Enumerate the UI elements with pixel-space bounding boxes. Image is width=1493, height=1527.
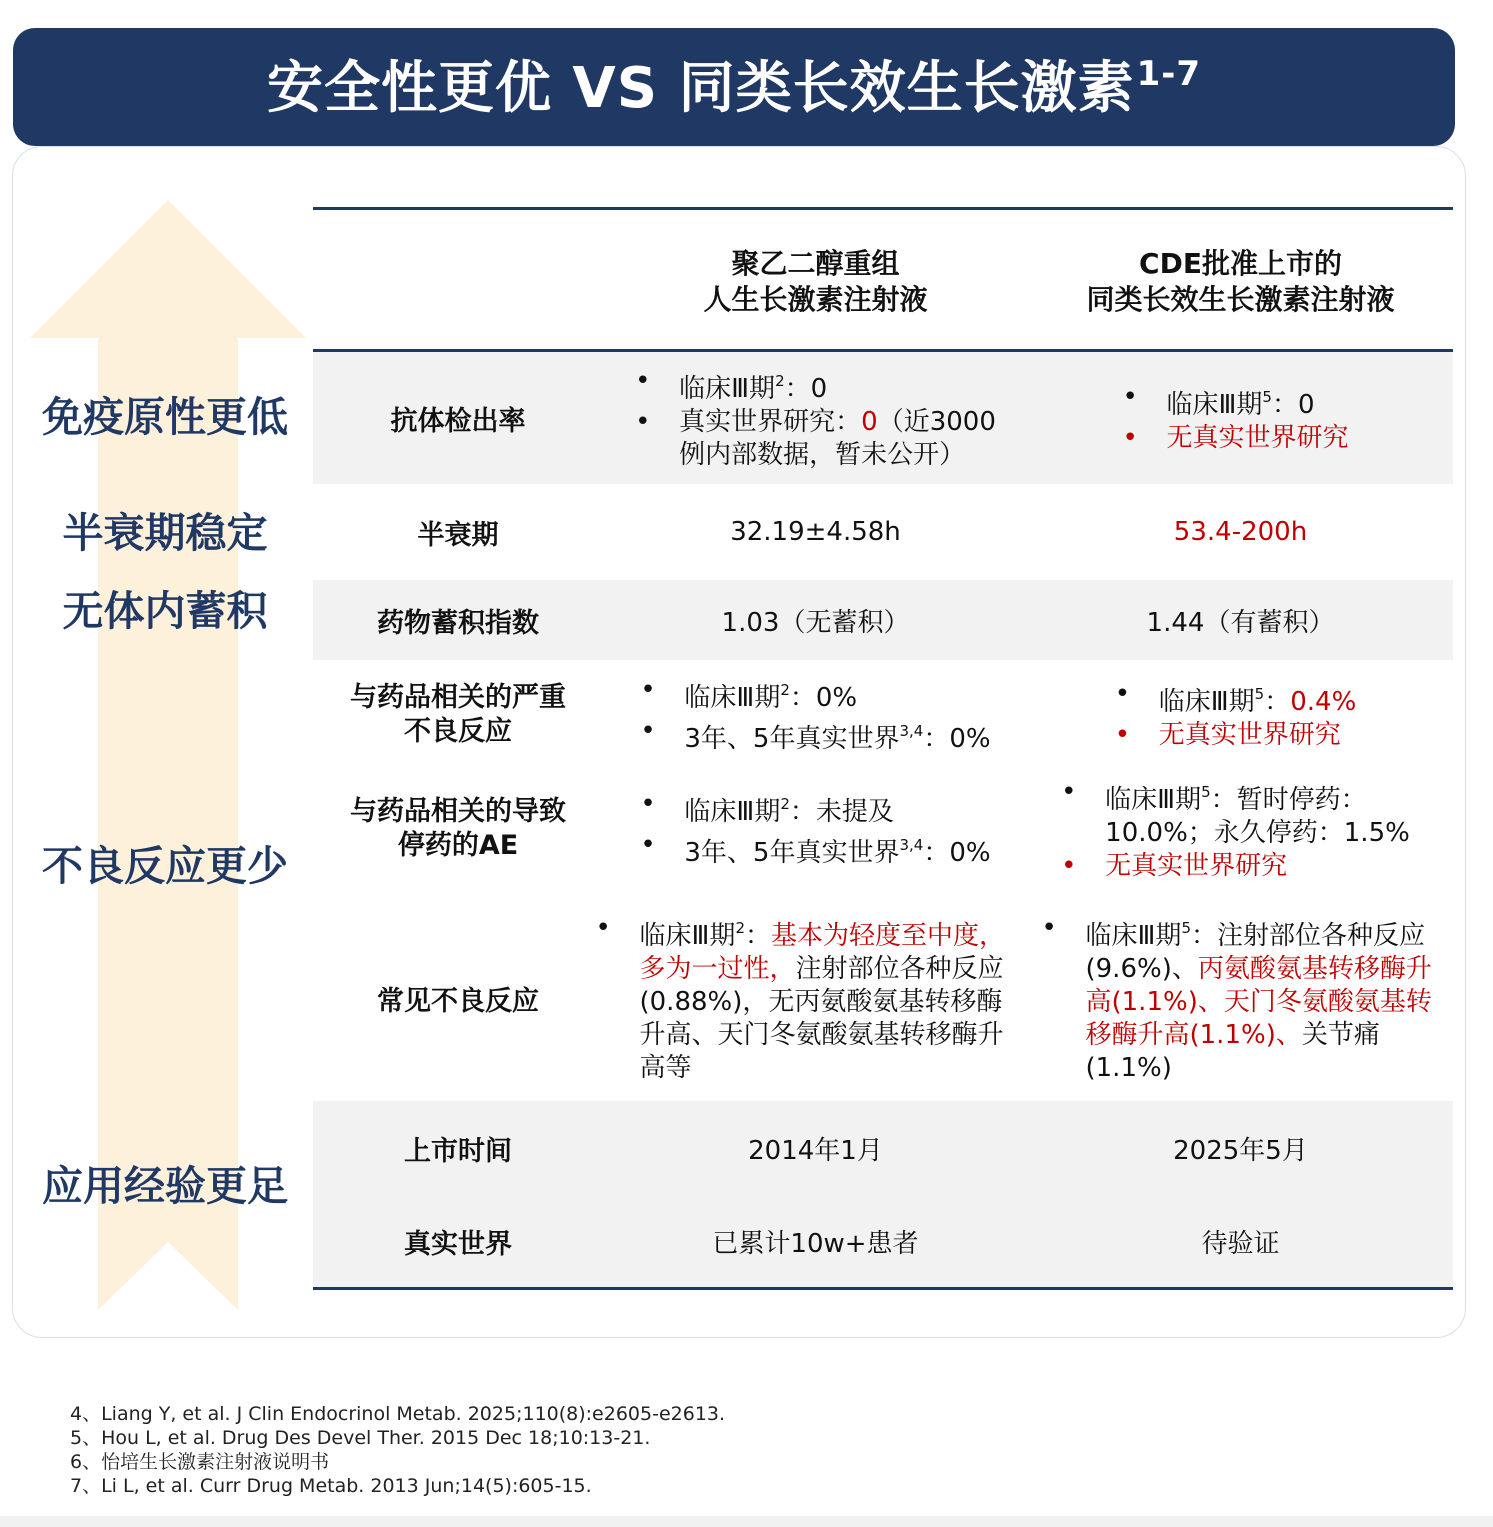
label-line: 与药品相关的严重 — [350, 682, 566, 713]
competitor-cell: 53.4-200h — [1173, 517, 1308, 547]
product-cell — [603, 352, 1028, 484]
table-row-common-ae — [313, 900, 1453, 1096]
bullet-icon: • — [1061, 776, 1077, 807]
bullet-item — [1115, 719, 1357, 752]
text: 注射部位各种反应(0.88%)，无丙氨酸氨基转移酶升高、天门冬氨酸氨基转移酶升高等 — [639, 953, 1004, 1083]
side-label-accumulation: 无体内蓄积 — [62, 587, 268, 635]
text: 临床Ⅲ期 — [679, 373, 776, 404]
text: 临床Ⅲ期 — [1158, 687, 1255, 717]
bullet-item — [1122, 381, 1348, 422]
product-cell — [603, 660, 1028, 770]
bullet-item — [640, 715, 990, 756]
product-cell: 已累计10w+患者 — [712, 1228, 919, 1259]
row-label: 药物蓄积指数 — [377, 607, 539, 639]
ref-sup: 3,4 — [899, 722, 924, 740]
text: 临床Ⅲ期 — [1166, 390, 1263, 420]
row-label: 半衰期 — [417, 519, 499, 551]
table-row-halflife — [313, 484, 1453, 580]
text: ： — [1264, 687, 1291, 717]
references — [70, 1402, 725, 1498]
bullet-icon: • — [635, 406, 651, 437]
table-row-realworld — [313, 1195, 1453, 1287]
text: ：0 — [1271, 390, 1315, 420]
red-text: 无真实世界研究 — [1105, 850, 1288, 881]
bullet-icon: • — [640, 675, 656, 705]
red-text: 无真实世界研究 — [1166, 423, 1349, 453]
text: 临床Ⅲ期 — [1105, 784, 1202, 815]
table-row-discontinue-ae — [313, 770, 1453, 888]
table-row-antibody — [313, 352, 1453, 484]
table-bottom-rule — [313, 1287, 1453, 1290]
text: 临床Ⅲ期 — [639, 920, 736, 951]
product-cell: 2014年1月 — [748, 1135, 883, 1166]
text: ：0% — [923, 724, 991, 754]
red-text: 0 — [861, 406, 878, 437]
bullet-item — [1115, 678, 1357, 719]
side-label-immunogenicity: 免疫原性更低 — [42, 393, 288, 441]
bullet-icon: • — [635, 365, 651, 396]
title-superscript: 1-7 — [1136, 54, 1202, 94]
col3-line2: 同类长效生长激素注射液 — [1086, 283, 1395, 316]
competitor-cell: 待验证 — [1201, 1228, 1280, 1259]
text: ：0% — [923, 838, 991, 868]
bullet-item — [1042, 912, 1440, 1085]
ref-sup: 2 — [780, 681, 790, 699]
competitor-cell — [1028, 352, 1453, 484]
text: 关节痛(1.1%) — [1085, 1019, 1380, 1083]
col2-line1: 聚乙二醇重组 — [731, 247, 900, 280]
label-line: 与药品相关的导致 — [350, 796, 566, 827]
product-cell: 32.19±4.58h — [730, 517, 901, 547]
text: ： — [744, 920, 771, 951]
reference-item: 5、Hou L, et al. Drug Des Devel Ther. 2015 Dec 18;10:13-21. — [70, 1427, 651, 1449]
ref-sup: 2 — [775, 371, 785, 390]
table-row-accumulation — [313, 580, 1453, 660]
ref-sup: 2 — [780, 795, 790, 813]
row-label: 真实世界 — [404, 1228, 512, 1260]
bullet-icon: • — [1122, 382, 1138, 412]
bullet-item — [596, 912, 1016, 1085]
text: ：暂时停药： — [1210, 784, 1367, 815]
bullet-item — [640, 788, 990, 829]
bullet-item — [640, 829, 990, 870]
row-label — [313, 660, 603, 770]
text: 临床Ⅲ期 — [1085, 920, 1182, 951]
title-banner — [13, 28, 1455, 146]
text: 例内部数据，暂未公开） — [679, 439, 966, 470]
red-text: 基本为轻度至中度，多为一过性， — [639, 920, 1006, 984]
up-arrow-icon — [28, 200, 308, 1310]
side-label-halflife: 半衰期稳定 — [62, 509, 268, 557]
column-header-product — [603, 222, 1028, 342]
page-title — [266, 54, 1202, 121]
bullet-icon: • — [1114, 679, 1131, 709]
bullet-icon: • — [640, 789, 656, 819]
row-label: 抗体检出率 — [390, 405, 526, 437]
label-line: 不良反应 — [404, 716, 512, 747]
product-cell: 1.03（无蓄积） — [721, 607, 910, 638]
table-header-row — [313, 222, 1453, 342]
text: 临床Ⅲ期 — [684, 683, 781, 713]
table-row-serious-ae — [313, 660, 1453, 770]
bullet-icon: • — [1061, 850, 1077, 881]
competitor-cell — [1028, 770, 1453, 888]
bullet-icon: • — [1122, 423, 1138, 453]
reference-item: 6、怡培生长激素注射液说明书 — [70, 1451, 330, 1473]
product-cell — [595, 900, 1028, 1096]
competitor-cell: 2025年5月 — [1173, 1135, 1308, 1166]
side-label-experience: 应用经验更足 — [42, 1162, 288, 1210]
side-label-adverse: 不良反应更少 — [42, 842, 288, 890]
red-text: 丙氨酸氨基转移酶升高(1.1%)、天门冬氨酸氨基转移酶升高(1.1%)、 — [1085, 953, 1432, 1050]
row-label — [313, 770, 603, 888]
row-label: 上市时间 — [404, 1135, 512, 1167]
table-top-rule — [313, 207, 1453, 210]
bullet-item — [1122, 422, 1348, 455]
bullet-icon: • — [640, 716, 656, 746]
competitor-cell — [1028, 660, 1453, 770]
bullet-item — [1061, 850, 1410, 883]
row-label: 常见不良反应 — [377, 985, 539, 1017]
bullet-icon: • — [1114, 720, 1131, 750]
text: ：0% — [789, 683, 858, 713]
table-row-launch — [313, 1101, 1453, 1195]
text: 真实世界研究： — [679, 406, 862, 437]
bullet-icon: • — [640, 830, 656, 860]
ref-sup: 3,4 — [899, 836, 924, 854]
text: 10.0%；永久停药：1.5% — [1105, 817, 1410, 848]
col2-line2: 人生长激素注射液 — [703, 283, 928, 316]
bullet-item — [640, 674, 990, 715]
red-text: 无真实世界研究 — [1158, 720, 1341, 750]
bullet-item — [635, 406, 996, 472]
col3-line1: CDE批准上市的 — [1139, 247, 1342, 280]
text: （近3000 — [877, 406, 996, 437]
ref-sup: 5 — [1181, 918, 1191, 937]
reference-item: 7、Li L, et al. Curr Drug Metab. 2013 Jun;14(5):605-15. — [70, 1475, 592, 1497]
product-cell — [603, 770, 1028, 888]
bullet-icon: • — [1041, 912, 1057, 943]
text: ：0 — [784, 373, 828, 404]
label-line: 停药的AE — [397, 830, 519, 861]
ref-sup: 2 — [735, 918, 745, 937]
title-text: 安全性更优 VS 同类长效生长激素 — [266, 56, 1135, 121]
text: 3年、5年真实世界 — [684, 724, 900, 754]
text: 临床Ⅲ期 — [684, 797, 781, 827]
text: 3年、5年真实世界 — [684, 838, 900, 868]
bullet-item — [635, 365, 996, 406]
footer-strip — [0, 1516, 1493, 1527]
text: ：未提及 — [789, 797, 894, 827]
bullet-item — [1061, 776, 1410, 850]
red-text: 0.4% — [1290, 687, 1357, 717]
competitor-cell: 1.44（有蓄积） — [1146, 607, 1335, 638]
text: ：注射部位各种反应(9.6%)、 — [1085, 920, 1425, 984]
ref-sup: 5 — [1254, 685, 1265, 703]
column-header-competitor — [1028, 222, 1453, 342]
competitor-cell — [1028, 900, 1453, 1096]
reference-item: 4、Liang Y, et al. J Clin Endocrinol Metab. 2025;110(8):e2605-e2613. — [70, 1403, 726, 1425]
bullet-icon: • — [595, 912, 611, 943]
ref-sup: 5 — [1201, 782, 1211, 801]
ref-sup: 5 — [1262, 388, 1272, 406]
